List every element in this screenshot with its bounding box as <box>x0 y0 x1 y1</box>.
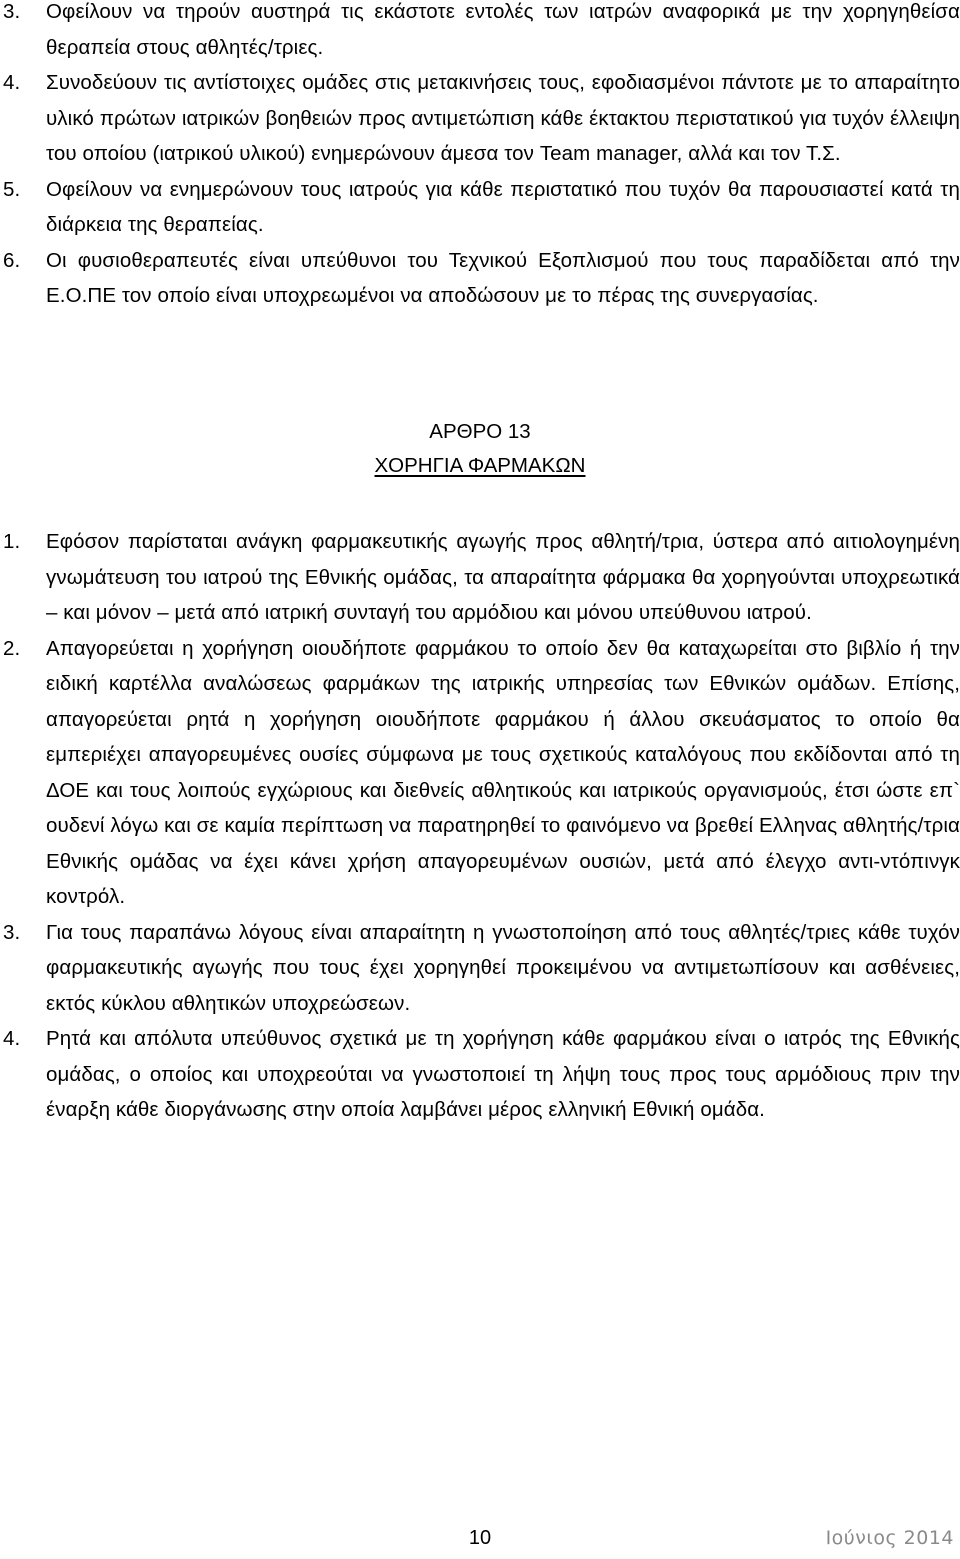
list-item <box>0 524 960 631</box>
footer-date: Ιούνιος 2014 <box>825 1527 954 1549</box>
item-text: Απαγορεύεται η χορήγηση οιουδήποτε φαρμάκου το οποίο δεν θα καταχωρείται στο βιβλίο ή την ειδική καρτέλλα αναλώσεως φαρμάκων της ιατρικής υπηρεσίας των Εθνικών ομάδων. Επίσης, απαγορεύεται ρητά η χορήγηση οιουδήποτε φαρμάκου ή άλλου σκευάσματος το οποίο θα εμπεριέχει απαγορευμένες ουσίες σύμφωνα με τους σχετικούς καταλόγους που εκδίδονται από τη ΔΟΕ και τους λοιπούς εγχώριους και διεθνείς αθλητικούς και ιατρικούς οργανισμούς, έτσι ώστε επ` ουδενί λόγω και σε καμία περίπτωση να παρατηρηθεί το φαινόμενο να βρεθεί Ελληνας αθλητής/τρια Εθνικής ομάδας να έχει κάνει χρήση απαγορευμένων ουσιών, μετά από έλεγχο αντι-ντόπινγκ κοντρόλ. <box>46 636 960 908</box>
item-number: 4. <box>3 1027 21 1050</box>
item-text: Ρητά και απόλυτα υπεύθυνος σχετικά με τη χορήγηση κάθε φαρμάκου είναι ο ιατρός της Εθνικής ομάδας, ο οποίος και υποχρεούται να γνωστοποιεί τη λήψη τους προς τους αρμόδιους πριν την έναρξη κάθε διοργάνωσης στην οποία λαμβάνει μέρος ελληνική Εθνική ομάδα. <box>46 1027 960 1121</box>
item-text: Οφείλουν να ενημερώνουν τους ιατρούς για κάθε περιστατικό που τυχόν θα παρουσιαστεί κατά τη διάρκεια της θεραπείας. <box>46 177 960 236</box>
list-item <box>0 1021 960 1128</box>
item-text: Οφείλουν να τηρούν αυστηρά τις εκάστοτε εντολές των ιατρών αναφορικά με την χορηγηθείσα θεραπεία στους αθλητές/τριες. <box>46 0 960 59</box>
item-text: Συνοδεύουν τις αντίστοιχες ομάδες στις μετακινήσεις τους, εφοδιασμένοι πάντοτε με το απαραίτητο υλικό πρώτων ιατρικών βοηθειών προς αντιμετώπιση κάθε έκτακτου περιστατικού για τυχόν έλλειψη του οποίου (ιατρικού υλικού) ενημερώνουν άμεσα τον Team manager, αλλά και τον Τ.Σ. <box>46 71 960 165</box>
list-item <box>0 631 960 915</box>
item-number: 3. <box>3 0 21 23</box>
item-text: Εφόσον παρίσταται ανάγκη φαρμακευτικής αγωγής προς αθλητή/τρια, ύστερα από αιτιολογημένη γνωμάτευση του ιατρού της Εθνικής ομάδας, τα απαραίτητα φάρμακα θα χορηγούνται υποχρεωτικά – και μόνον – μετά από ιατρική συνταγή του αρμόδιου και μόνου υπεύθυνου ιατρού. <box>46 530 960 624</box>
list-item <box>0 65 960 172</box>
item-number: 5. <box>3 177 21 201</box>
item-number: 3. <box>3 920 21 944</box>
item-text: Οι φυσιοθεραπευτές είναι υπεύθυνοι του Τεχνικού Εξοπλισμού που τους παραδίδεται από την Ε.Ο.ΠΕ τον οποίο είναι υποχρεωμένοι να αποδώσουν με το πέρας της συνεργασίας. <box>46 248 960 307</box>
duties-list <box>0 0 960 314</box>
list-item <box>0 243 960 314</box>
page-number: 10 <box>468 1527 492 1549</box>
article-title: ΧΟΡΗΓΙΑ ΦΑΡΜΑΚΩΝ <box>374 454 586 477</box>
item-number: 4. <box>3 71 21 94</box>
item-number: 1. <box>3 530 21 553</box>
item-text: Για τους παραπάνω λόγους είναι απαραίτητη η γνωστοποίηση από τους αθλητές/τριες κάθε τυχόν φαρμακευτικής αγωγής που τους έχει χορηγηθεί προκειμένου να αντιμετωπίσουν και ασθένειες, εκτός κύκλου αθλητικών υποχρεώσεων. <box>46 920 960 1015</box>
list-item <box>0 172 960 243</box>
list-item <box>0 0 960 65</box>
item-number: 2. <box>3 636 21 660</box>
article-number: ΑΡΘΡΟ 13 <box>429 420 531 443</box>
list-item <box>0 915 960 1022</box>
article-13-list <box>0 524 960 1128</box>
item-number: 6. <box>3 248 21 272</box>
